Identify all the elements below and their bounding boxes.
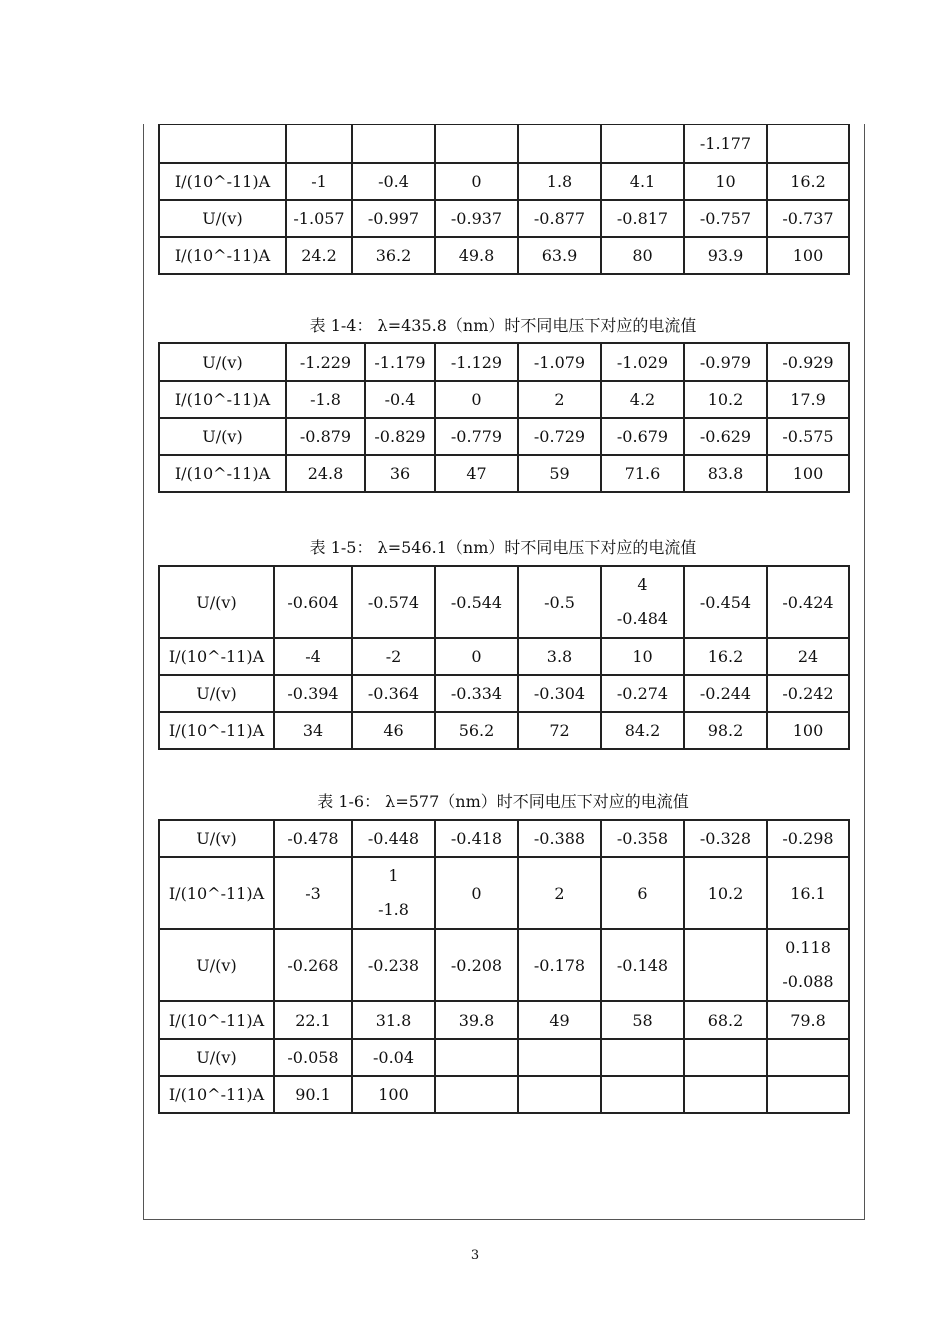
table-cell: 100 — [352, 1076, 435, 1113]
table-cell: 84.2 — [601, 712, 684, 749]
cell-line: -0.484 — [616, 609, 669, 628]
data-table-1-4 — [158, 342, 850, 493]
table-cell: -2 — [352, 638, 435, 675]
table-cell — [767, 125, 849, 163]
table-cell — [601, 1076, 684, 1113]
table-cell: 58 — [601, 1001, 684, 1039]
table-cell: -0.544 — [435, 566, 518, 638]
table-cell: -0.937 — [435, 200, 518, 237]
table-cell: -0.574 — [352, 566, 435, 638]
table-cell: 0 — [435, 857, 518, 929]
table-cell: -0.879 — [286, 418, 365, 455]
table-cell: 63.9 — [518, 237, 601, 274]
table-cell: 71.6 — [601, 455, 684, 492]
table-cell: -4 — [274, 638, 352, 675]
table-cell: 0 — [435, 638, 518, 675]
table-cell: -0.817 — [601, 200, 684, 237]
data-table-continued — [158, 124, 850, 275]
row-label: U/(v) — [159, 1039, 274, 1076]
table-cell — [684, 1039, 767, 1076]
table-cell: -1.179 — [365, 343, 435, 381]
table-row — [159, 200, 849, 237]
table-row — [159, 418, 849, 455]
table-cell: 100 — [767, 712, 849, 749]
table-cell: 100 — [767, 455, 849, 492]
table-cell — [352, 857, 435, 929]
table-1-5-caption: 表 1-5： λ=546.1（nm）时不同电压下对应的电流值 — [309, 538, 697, 557]
table-row — [159, 638, 849, 675]
cell-line: 0.118 — [785, 938, 831, 957]
row-label: U/(v) — [159, 820, 274, 857]
table-cell: -1.177 — [684, 125, 767, 163]
table-cell: -0.148 — [601, 929, 684, 1001]
table-cell: 36 — [365, 455, 435, 492]
table-cell: 90.1 — [274, 1076, 352, 1113]
table-cell: 22.1 — [274, 1001, 352, 1039]
table-cell: 79.8 — [767, 1001, 849, 1039]
table-cell: -0.4 — [365, 381, 435, 418]
table-cell: -0.304 — [518, 675, 601, 712]
row-label: U/(v) — [159, 929, 274, 1001]
row-label: I/(10^-11)A — [159, 163, 286, 200]
table-cell: -0.394 — [274, 675, 352, 712]
table-cell: 17.9 — [767, 381, 849, 418]
table-cell: 31.8 — [352, 1001, 435, 1039]
table-cell: -1.8 — [286, 381, 365, 418]
table-row — [159, 381, 849, 418]
table-cell: -0.729 — [518, 418, 601, 455]
table-cell: 0 — [435, 163, 518, 200]
table-row — [159, 1001, 849, 1039]
table-cell: -0.04 — [352, 1039, 435, 1076]
table-row — [159, 125, 849, 163]
table-1-6-caption: 表 1-6： λ=577（nm）时不同电压下对应的电流值 — [317, 792, 689, 811]
row-label: I/(10^-11)A — [159, 857, 274, 929]
table-cell — [767, 1076, 849, 1113]
table-cell: -0.208 — [435, 929, 518, 1001]
cell-line: -0.088 — [782, 972, 834, 991]
table-cell: -0.757 — [684, 200, 767, 237]
table-cell: -1.029 — [601, 343, 684, 381]
table-cell: -0.997 — [352, 200, 435, 237]
table-cell: 47 — [435, 455, 518, 492]
table-row — [159, 1076, 849, 1113]
table-cell: 1.8 — [518, 163, 601, 200]
table-cell: 59 — [518, 455, 601, 492]
table-cell: -0.575 — [767, 418, 849, 455]
table-cell: 3.8 — [518, 638, 601, 675]
table-cell — [435, 125, 518, 163]
table-cell — [684, 929, 767, 1001]
table-cell — [767, 929, 849, 1001]
table-cell: -0.268 — [274, 929, 352, 1001]
table-cell: 98.2 — [684, 712, 767, 749]
table-cell: -1 — [286, 163, 352, 200]
table-cell: 10.2 — [684, 857, 767, 929]
table-cell: -0.298 — [767, 820, 849, 857]
table-cell: -1.129 — [435, 343, 518, 381]
table-cell: -0.679 — [601, 418, 684, 455]
table-cell: -1.057 — [286, 200, 352, 237]
table-cell — [601, 1039, 684, 1076]
table-1-4-caption: 表 1-4： λ=435.8（nm）时不同电压下对应的电流值 — [309, 316, 697, 335]
table-cell — [435, 1039, 518, 1076]
table-cell: 24.8 — [286, 455, 365, 492]
table-cell — [352, 125, 435, 163]
table-cell: -0.877 — [518, 200, 601, 237]
row-label: I/(10^-11)A — [159, 712, 274, 749]
table-cell: 83.8 — [684, 455, 767, 492]
table-cell: -0.737 — [767, 200, 849, 237]
table-cell: 56.2 — [435, 712, 518, 749]
table-cell: -3 — [274, 857, 352, 929]
row-label: I/(10^-11)A — [159, 1001, 274, 1039]
row-label: U/(v) — [159, 566, 274, 638]
table-cell: -0.242 — [767, 675, 849, 712]
row-label: I/(10^-11)A — [159, 237, 286, 274]
table-row — [159, 929, 849, 1001]
table-cell: 16.1 — [767, 857, 849, 929]
table-cell: -0.448 — [352, 820, 435, 857]
table-cell: 72 — [518, 712, 601, 749]
cell-line: 1 — [388, 866, 399, 885]
table-cell: -0.979 — [684, 343, 767, 381]
table-cell — [601, 566, 684, 638]
table-cell: 10.2 — [684, 381, 767, 418]
row-label: U/(v) — [159, 343, 286, 381]
table-row — [159, 566, 849, 638]
table-cell: -0.424 — [767, 566, 849, 638]
table-cell — [518, 125, 601, 163]
table-cell: -0.058 — [274, 1039, 352, 1076]
table-cell: 2 — [518, 857, 601, 929]
table-cell — [684, 1076, 767, 1113]
table-cell: -0.358 — [601, 820, 684, 857]
table-cell: 10 — [684, 163, 767, 200]
table-cell: 16.2 — [767, 163, 849, 200]
table-cell: -0.779 — [435, 418, 518, 455]
table-cell: 6 — [601, 857, 684, 929]
table-cell: -0.4 — [352, 163, 435, 200]
table-cell: 80 — [601, 237, 684, 274]
page-number: 3 — [470, 1248, 480, 1263]
table-cell — [767, 1039, 849, 1076]
table-cell: -0.829 — [365, 418, 435, 455]
table-row — [159, 675, 849, 712]
row-label — [159, 125, 286, 163]
table-cell — [518, 1039, 601, 1076]
table-cell: -0.604 — [274, 566, 352, 638]
row-label: I/(10^-11)A — [159, 381, 286, 418]
table-cell: 49.8 — [435, 237, 518, 274]
table-row — [159, 857, 849, 929]
row-label: I/(10^-11)A — [159, 638, 274, 675]
row-label: I/(10^-11)A — [159, 1076, 274, 1113]
table-cell: -0.274 — [601, 675, 684, 712]
table-cell: -0.929 — [767, 343, 849, 381]
table-cell: 4.1 — [601, 163, 684, 200]
table-cell: -0.334 — [435, 675, 518, 712]
table-cell: -0.629 — [684, 418, 767, 455]
table-cell: -0.388 — [518, 820, 601, 857]
table-cell: -0.454 — [684, 566, 767, 638]
cell-line: -1.8 — [378, 900, 409, 919]
data-table-1-6 — [158, 819, 850, 1114]
table-cell: 36.2 — [352, 237, 435, 274]
table-row — [159, 455, 849, 492]
table-row — [159, 343, 849, 381]
table-cell: 4.2 — [601, 381, 684, 418]
table-cell: 24 — [767, 638, 849, 675]
table-cell: 24.2 — [286, 237, 352, 274]
table-cell: 68.2 — [684, 1001, 767, 1039]
table-cell — [518, 1076, 601, 1113]
table-cell: -1.229 — [286, 343, 365, 381]
table-row — [159, 237, 849, 274]
table-cell: 39.8 — [435, 1001, 518, 1039]
data-table-1-5 — [158, 565, 850, 750]
table-cell — [601, 125, 684, 163]
table-cell — [435, 1076, 518, 1113]
table-row — [159, 820, 849, 857]
row-label: I/(10^-11)A — [159, 455, 286, 492]
table-cell: 34 — [274, 712, 352, 749]
table-cell: 0 — [435, 381, 518, 418]
table-cell: -0.418 — [435, 820, 518, 857]
table-cell: -0.478 — [274, 820, 352, 857]
table-cell — [286, 125, 352, 163]
row-label: U/(v) — [159, 200, 286, 237]
row-label: U/(v) — [159, 675, 274, 712]
table-cell: -0.244 — [684, 675, 767, 712]
table-cell: -0.178 — [518, 929, 601, 1001]
table-cell: 93.9 — [684, 237, 767, 274]
table-row — [159, 1039, 849, 1076]
table-row — [159, 163, 849, 200]
table-row — [159, 712, 849, 749]
table-cell: -0.364 — [352, 675, 435, 712]
table-cell: 49 — [518, 1001, 601, 1039]
table-cell: -0.5 — [518, 566, 601, 638]
table-cell: 2 — [518, 381, 601, 418]
table-cell: 100 — [767, 237, 849, 274]
row-label: U/(v) — [159, 418, 286, 455]
cell-line: 4 — [637, 575, 648, 594]
table-cell: 16.2 — [684, 638, 767, 675]
table-cell: -0.238 — [352, 929, 435, 1001]
table-cell: -0.328 — [684, 820, 767, 857]
table-cell: -1.079 — [518, 343, 601, 381]
table-cell: 46 — [352, 712, 435, 749]
table-cell: 10 — [601, 638, 684, 675]
